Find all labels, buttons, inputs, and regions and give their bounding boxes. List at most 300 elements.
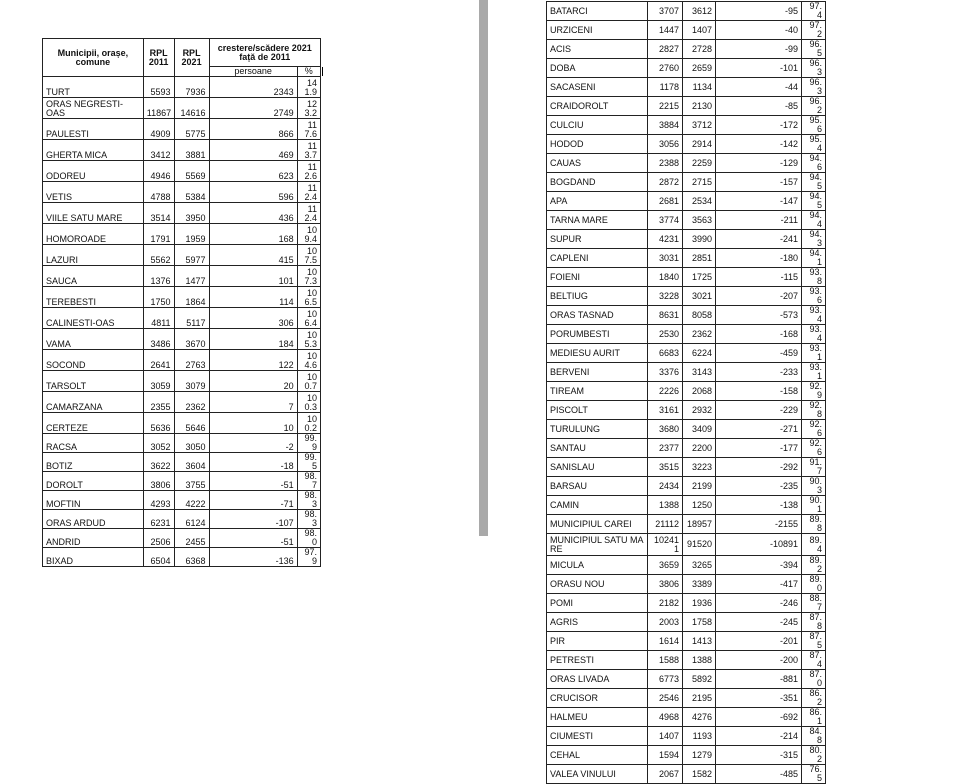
rpl-2011-cell: 3707 — [648, 2, 683, 21]
persons-change-cell: -115 — [716, 268, 802, 287]
persons-change-cell: -214 — [716, 727, 802, 746]
table-row — [43, 245, 321, 266]
rpl-2021-cell: 1864 — [174, 287, 209, 308]
rpl-2011-cell: 3884 — [648, 116, 683, 135]
rpl-2011-cell: 2641 — [143, 350, 174, 371]
percent-cell: 141.9 — [297, 77, 320, 98]
municipality-cell: VETIS — [43, 182, 144, 203]
rpl-2011-cell: 3052 — [143, 434, 174, 453]
rpl-2021-cell: 8058 — [683, 306, 716, 325]
rpl-2021-cell: 2362 — [174, 392, 209, 413]
rpl-2021-cell: 1758 — [683, 613, 716, 632]
percent-cell: 112.6 — [297, 161, 320, 182]
rpl-2011-cell: 5562 — [143, 245, 174, 266]
rpl-2011-cell: 6231 — [143, 510, 174, 529]
rpl-2011-cell: 21112 — [648, 515, 683, 534]
rpl-2021-cell: 91520 — [683, 534, 716, 556]
rpl-2021-cell: 1936 — [683, 594, 716, 613]
municipality-cell: SOCOND — [43, 350, 144, 371]
persons-change-cell: 20 — [209, 371, 297, 392]
rpl-2011-cell: 5593 — [143, 77, 174, 98]
percent-cell: 93.8 — [802, 268, 826, 287]
municipality-cell: HOMOROADE — [43, 224, 144, 245]
persons-change-cell: -881 — [716, 670, 802, 689]
rpl-2011-cell: 2434 — [648, 477, 683, 496]
percent-cell: 93.1 — [802, 344, 826, 363]
municipality-cell: MICULA — [547, 556, 648, 575]
rpl-2011-cell: 4293 — [143, 491, 174, 510]
percent-cell: 96.3 — [802, 78, 826, 97]
rpl-2011-cell: 6773 — [648, 670, 683, 689]
percent-cell: 87.0 — [802, 670, 826, 689]
table-row — [43, 453, 321, 472]
table-row — [547, 670, 826, 689]
table-row — [547, 496, 826, 515]
table-row — [547, 594, 826, 613]
persons-change-cell: -692 — [716, 708, 802, 727]
municipality-cell: PISCOLT — [547, 401, 648, 420]
persons-change-cell: -147 — [716, 192, 802, 211]
municipality-cell: DOROLT — [43, 472, 144, 491]
persons-change-cell: -157 — [716, 173, 802, 192]
percent-cell: 99.5 — [297, 453, 320, 472]
municipality-cell: TURT — [43, 77, 144, 98]
municipality-cell: CAPLENI — [547, 249, 648, 268]
table-row — [43, 182, 321, 203]
rpl-2011-cell: 1791 — [143, 224, 174, 245]
rpl-2021-cell: 5569 — [174, 161, 209, 182]
municipality-cell: CIUMESTI — [547, 727, 648, 746]
municipality-cell: VAMA — [43, 329, 144, 350]
percent-cell: 100.2 — [297, 413, 320, 434]
table-row — [547, 249, 826, 268]
rpl-2021-cell: 14616 — [174, 98, 209, 119]
table-row — [547, 613, 826, 632]
percent-cell: 112.4 — [297, 203, 320, 224]
municipality-cell: BOTIZ — [43, 453, 144, 472]
persons-change-cell: -138 — [716, 496, 802, 515]
table-row — [547, 154, 826, 173]
table-row — [43, 308, 321, 329]
rpl-2021-cell: 7936 — [174, 77, 209, 98]
municipality-cell: ORAS NEGRESTI-OAS — [43, 98, 144, 119]
table-row — [547, 40, 826, 59]
persons-change-cell: 596 — [209, 182, 297, 203]
rpl-2021-cell: 2362 — [683, 325, 716, 344]
rpl-2021-cell: 3050 — [174, 434, 209, 453]
municipality-cell: MUNICIPIUL SATU MARE — [547, 534, 648, 556]
rpl-2021-cell: 3755 — [174, 472, 209, 491]
persons-change-cell: -246 — [716, 594, 802, 613]
municipality-cell: VALEA VINULUI — [547, 765, 648, 784]
percent-cell: 89.8 — [802, 515, 826, 534]
persons-change-cell: -417 — [716, 575, 802, 594]
rpl-2011-cell: 1614 — [648, 632, 683, 651]
persons-change-cell: 306 — [209, 308, 297, 329]
persons-change-cell: -573 — [716, 306, 802, 325]
rpl-2021-cell: 2130 — [683, 97, 716, 116]
table-row — [547, 287, 826, 306]
percent-cell: 89.2 — [802, 556, 826, 575]
table-row — [547, 230, 826, 249]
percent-cell: 88.7 — [802, 594, 826, 613]
rpl-2011-cell: 1388 — [648, 496, 683, 515]
table-row — [547, 306, 826, 325]
table-row — [43, 329, 321, 350]
table-row — [547, 211, 826, 230]
persons-change-cell: -85 — [716, 97, 802, 116]
table-row — [547, 651, 826, 670]
persons-change-cell: -180 — [716, 249, 802, 268]
persons-change-cell: 2749 — [209, 98, 297, 119]
percent-cell: 94.3 — [802, 230, 826, 249]
municipality-cell: BELTIUG — [547, 287, 648, 306]
table-row — [43, 510, 321, 529]
rpl-2021-cell: 1582 — [683, 765, 716, 784]
percent-cell: 87.8 — [802, 613, 826, 632]
rpl-2011-cell: 4909 — [143, 119, 174, 140]
table-row — [547, 192, 826, 211]
header-change: crestere/scădere 2021 față de 2011 — [209, 39, 320, 67]
rpl-2011-cell: 3161 — [648, 401, 683, 420]
persons-change-cell: 101 — [209, 266, 297, 287]
persons-change-cell: 184 — [209, 329, 297, 350]
rpl-2021-cell: 3409 — [683, 420, 716, 439]
table-row — [43, 491, 321, 510]
percent-cell: 86.1 — [802, 708, 826, 727]
municipality-cell: ORAS LIVADA — [547, 670, 648, 689]
municipality-cell: MUNICIPIUL CAREI — [547, 515, 648, 534]
municipality-cell: PAULESTI — [43, 119, 144, 140]
municipality-cell: FOIENI — [547, 268, 648, 287]
percent-cell: 93.1 — [802, 363, 826, 382]
municipality-cell: PIR — [547, 632, 648, 651]
percent-cell: 76.5 — [802, 765, 826, 784]
table-row — [43, 224, 321, 245]
table-row — [547, 97, 826, 116]
municipality-cell: PORUMBESTI — [547, 325, 648, 344]
persons-change-cell: 436 — [209, 203, 297, 224]
rpl-2011-cell: 6683 — [648, 344, 683, 363]
table-row — [547, 458, 826, 477]
municipality-cell: CAUAS — [547, 154, 648, 173]
persons-change-cell: 7 — [209, 392, 297, 413]
rpl-2021-cell: 5384 — [174, 182, 209, 203]
rpl-2011-cell: 1594 — [648, 746, 683, 765]
percent-cell: 92.6 — [802, 420, 826, 439]
persons-change-cell: -245 — [716, 613, 802, 632]
persons-change-cell: -2155 — [716, 515, 802, 534]
rpl-2011-cell: 4788 — [143, 182, 174, 203]
percent-cell: 94.5 — [802, 173, 826, 192]
municipality-cell: ACIS — [547, 40, 648, 59]
rpl-2021-cell: 2932 — [683, 401, 716, 420]
percent-cell: 84.8 — [802, 727, 826, 746]
table-row — [43, 529, 321, 548]
rpl-2011-cell: 1376 — [143, 266, 174, 287]
rpl-2011-cell: 1178 — [648, 78, 683, 97]
municipality-cell: ORASU NOU — [547, 575, 648, 594]
table-row — [547, 382, 826, 401]
table-row — [43, 77, 321, 98]
percent-cell: 89.4 — [802, 534, 826, 556]
table-row — [43, 140, 321, 161]
rpl-2011-cell: 3659 — [648, 556, 683, 575]
municipality-cell: ORAS ARDUD — [43, 510, 144, 529]
rpl-2021-cell: 2715 — [683, 173, 716, 192]
percent-cell: 94.1 — [802, 249, 826, 268]
municipality-cell: CERTEZE — [43, 413, 144, 434]
municipality-cell: TURULUNG — [547, 420, 648, 439]
percent-cell: 95.4 — [802, 135, 826, 154]
table-row — [43, 413, 321, 434]
rpl-2021-cell: 3143 — [683, 363, 716, 382]
percent-cell: 91.7 — [802, 458, 826, 477]
table-row — [547, 632, 826, 651]
municipality-cell: CRUCISOR — [547, 689, 648, 708]
rpl-2011-cell: 3056 — [648, 135, 683, 154]
municipality-cell: ANDRID — [43, 529, 144, 548]
municipality-cell: BATARCI — [547, 2, 648, 21]
municipality-cell: AGRIS — [547, 613, 648, 632]
municipality-cell: CAMARZANA — [43, 392, 144, 413]
rpl-2011-cell: 3059 — [143, 371, 174, 392]
table-row — [43, 392, 321, 413]
rpl-2021-cell: 18957 — [683, 515, 716, 534]
municipality-cell: TARSOLT — [43, 371, 144, 392]
municipality-cell: SANISLAU — [547, 458, 648, 477]
percent-cell: 98.7 — [297, 472, 320, 491]
persons-change-cell: -233 — [716, 363, 802, 382]
percent-cell: 87.5 — [802, 632, 826, 651]
rpl-2021-cell: 1279 — [683, 746, 716, 765]
rpl-2021-cell: 6368 — [174, 548, 209, 567]
rpl-2011-cell: 3622 — [143, 453, 174, 472]
percent-cell: 96.2 — [802, 97, 826, 116]
persons-change-cell: -315 — [716, 746, 802, 765]
rpl-2011-cell: 2226 — [648, 382, 683, 401]
rpl-2011-cell: 6504 — [143, 548, 174, 567]
rpl-2021-cell: 3604 — [174, 453, 209, 472]
rpl-2021-cell: 5646 — [174, 413, 209, 434]
table-row — [547, 325, 826, 344]
rpl-2011-cell: 4811 — [143, 308, 174, 329]
table-row — [43, 98, 321, 119]
percent-cell: 95.6 — [802, 116, 826, 135]
rpl-2011-cell: 2182 — [648, 594, 683, 613]
table-row — [547, 765, 826, 784]
persons-change-cell: 866 — [209, 119, 297, 140]
table-row — [547, 401, 826, 420]
rpl-2021-cell: 2200 — [683, 439, 716, 458]
table-row — [43, 371, 321, 392]
rpl-2011-cell: 3514 — [143, 203, 174, 224]
table-row — [547, 534, 826, 556]
table-row — [547, 439, 826, 458]
rpl-2011-cell: 2872 — [648, 173, 683, 192]
rpl-2021-cell: 3881 — [174, 140, 209, 161]
municipality-cell: BARSAU — [547, 477, 648, 496]
municipality-cell: SUPUR — [547, 230, 648, 249]
table-row — [43, 287, 321, 308]
table-row — [547, 21, 826, 40]
persons-change-cell: -142 — [716, 135, 802, 154]
percent-cell: 87.4 — [802, 651, 826, 670]
persons-change-cell: -485 — [716, 765, 802, 784]
percent-cell: 93.4 — [802, 306, 826, 325]
rpl-2021-cell: 2914 — [683, 135, 716, 154]
rpl-2011-cell: 1447 — [648, 21, 683, 40]
rpl-2021-cell: 5977 — [174, 245, 209, 266]
rpl-2021-cell: 4276 — [683, 708, 716, 727]
table-row — [547, 727, 826, 746]
persons-change-cell: -292 — [716, 458, 802, 477]
rpl-2011-cell: 3774 — [648, 211, 683, 230]
header-percent: % — [297, 67, 320, 77]
persons-change-cell: 415 — [209, 245, 297, 266]
percent-cell: 90.3 — [802, 477, 826, 496]
percent-cell: 93.6 — [802, 287, 826, 306]
municipality-cell: CULCIU — [547, 116, 648, 135]
rpl-2021-cell: 6124 — [174, 510, 209, 529]
rpl-2011-cell: 2388 — [648, 154, 683, 173]
rpl-2021-cell: 3389 — [683, 575, 716, 594]
table-row — [547, 556, 826, 575]
percent-cell: 112.4 — [297, 182, 320, 203]
persons-change-cell: -129 — [716, 154, 802, 173]
persons-change-cell: -200 — [716, 651, 802, 670]
rpl-2021-cell: 3712 — [683, 116, 716, 135]
persons-change-cell: -459 — [716, 344, 802, 363]
percent-cell: 80.2 — [802, 746, 826, 765]
percent-cell: 123.2 — [297, 98, 320, 119]
rpl-2011-cell: 2681 — [648, 192, 683, 211]
percent-cell: 92.8 — [802, 401, 826, 420]
rpl-2021-cell: 1388 — [683, 651, 716, 670]
table-row — [547, 420, 826, 439]
rpl-2011-cell: 102411 — [648, 534, 683, 556]
rpl-2011-cell: 2530 — [648, 325, 683, 344]
percent-cell: 98.3 — [297, 491, 320, 510]
persons-change-cell: -51 — [209, 529, 297, 548]
municipality-cell: MOFTIN — [43, 491, 144, 510]
municipality-cell: PETRESTI — [547, 651, 648, 670]
percent-cell: 96.3 — [802, 59, 826, 78]
municipality-cell: TARNA MARE — [547, 211, 648, 230]
municipality-cell: TEREBESTI — [43, 287, 144, 308]
percent-cell: 105.3 — [297, 329, 320, 350]
table-row — [547, 268, 826, 287]
rpl-2011-cell: 2215 — [648, 97, 683, 116]
persons-change-cell: 623 — [209, 161, 297, 182]
municipality-cell: ORAS TASNAD — [547, 306, 648, 325]
rpl-2021-cell: 2068 — [683, 382, 716, 401]
municipality-cell: HALMEU — [547, 708, 648, 727]
rpl-2021-cell: 5775 — [174, 119, 209, 140]
municipality-cell: BOGDAND — [547, 173, 648, 192]
table-row — [547, 78, 826, 97]
rpl-2011-cell: 1840 — [648, 268, 683, 287]
rpl-2011-cell: 3412 — [143, 140, 174, 161]
rpl-2021-cell: 5892 — [683, 670, 716, 689]
rpl-2021-cell: 3223 — [683, 458, 716, 477]
municipality-cell: APA — [547, 192, 648, 211]
percent-cell: 104.6 — [297, 350, 320, 371]
rpl-2021-cell: 2763 — [174, 350, 209, 371]
municipality-cell: ODOREU — [43, 161, 144, 182]
rpl-2011-cell: 4231 — [648, 230, 683, 249]
percent-cell: 90.1 — [802, 496, 826, 515]
persons-change-cell: -18 — [209, 453, 297, 472]
rpl-2011-cell: 2506 — [143, 529, 174, 548]
rpl-2011-cell: 3376 — [648, 363, 683, 382]
table-row — [547, 116, 826, 135]
rpl-2021-cell: 3950 — [174, 203, 209, 224]
percent-cell: 94.6 — [802, 154, 826, 173]
persons-change-cell: -101 — [716, 59, 802, 78]
percent-cell: 107.3 — [297, 266, 320, 287]
table-row — [43, 161, 321, 182]
left-population-table — [42, 38, 321, 567]
rpl-2011-cell: 2546 — [648, 689, 683, 708]
header-municipality: Municipii, orașe, comune — [43, 39, 144, 77]
header-persons: persoane — [209, 67, 297, 77]
rpl-2021-cell: 1407 — [683, 21, 716, 40]
percent-cell: 106.4 — [297, 308, 320, 329]
table-row — [43, 472, 321, 491]
rpl-2021-cell: 3563 — [683, 211, 716, 230]
table-row — [547, 746, 826, 765]
percent-cell: 100.7 — [297, 371, 320, 392]
persons-change-cell: -71 — [209, 491, 297, 510]
persons-change-cell: 2343 — [209, 77, 297, 98]
rpl-2021-cell: 4222 — [174, 491, 209, 510]
table-row — [43, 119, 321, 140]
municipality-cell: VIILE SATU MARE — [43, 203, 144, 224]
municipality-cell: HODOD — [547, 135, 648, 154]
persons-change-cell: -211 — [716, 211, 802, 230]
percent-cell: 107.5 — [297, 245, 320, 266]
rpl-2011-cell: 3806 — [648, 575, 683, 594]
percent-cell: 92.9 — [802, 382, 826, 401]
rpl-2011-cell: 1750 — [143, 287, 174, 308]
persons-change-cell: 168 — [209, 224, 297, 245]
table-row — [547, 2, 826, 21]
percent-cell: 98.0 — [297, 529, 320, 548]
table-row — [43, 350, 321, 371]
persons-change-cell: -40 — [716, 21, 802, 40]
municipality-cell: LAZURI — [43, 245, 144, 266]
persons-change-cell: -271 — [716, 420, 802, 439]
table-row — [43, 203, 321, 224]
table-row — [547, 708, 826, 727]
percent-cell: 94.4 — [802, 211, 826, 230]
table-row — [547, 689, 826, 708]
table-row — [547, 515, 826, 534]
persons-change-cell: -201 — [716, 632, 802, 651]
rpl-2021-cell: 1725 — [683, 268, 716, 287]
rpl-2021-cell: 2195 — [683, 689, 716, 708]
rpl-2021-cell: 2728 — [683, 40, 716, 59]
percent-cell: 97.4 — [802, 2, 826, 21]
table-row — [43, 434, 321, 453]
text-cursor — [322, 67, 323, 76]
rpl-2021-cell: 3990 — [683, 230, 716, 249]
persons-change-cell: -158 — [716, 382, 802, 401]
rpl-2021-cell: 2659 — [683, 59, 716, 78]
rpl-2021-cell: 3612 — [683, 2, 716, 21]
rpl-2011-cell: 3806 — [143, 472, 174, 491]
